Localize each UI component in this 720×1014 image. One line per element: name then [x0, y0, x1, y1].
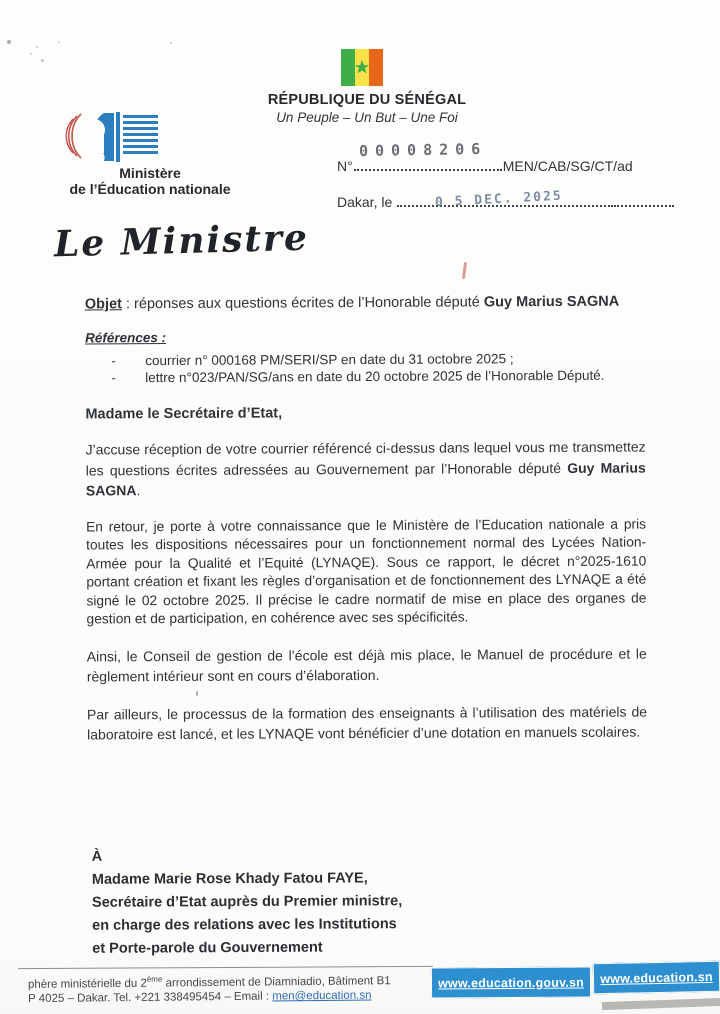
sender-title-script: Le Ministre [53, 216, 310, 266]
addressee-title-1: Secrétaire d’Etat auprès du Premier ministre, [91, 893, 403, 911]
footer-ordinal-sup: ème [146, 974, 163, 984]
website-banner-gouv [431, 966, 591, 998]
scan-speck [30, 53, 32, 55]
addressee-block [92, 844, 403, 961]
dotted-leader [354, 160, 502, 171]
date-stamp: 0 5 DEC. 2025 [434, 188, 564, 211]
reference-suffix: MEN/CAB/SG/CT/ad [502, 158, 633, 174]
website-banner [593, 961, 720, 995]
footer-address-line2 [28, 988, 428, 1007]
email-link[interactable]: men@education.sn [272, 989, 372, 1003]
dotted-leader [614, 196, 674, 207]
scan-speck [41, 59, 44, 62]
website-link-gouv[interactable]: www.education.gouv.sn [438, 974, 584, 991]
ministry-name-line1: Ministère [119, 165, 181, 181]
scan-shadow [602, 998, 720, 1010]
date-line [337, 188, 667, 211]
paragraph-1-deputy-name: Guy Marius SAGNA [85, 459, 646, 499]
subject-text: réponses aux questions écrites de l’Honorable député [133, 294, 484, 313]
ministry-name [38, 166, 262, 197]
registration-number-stamp: 00008206 [358, 139, 488, 161]
scan-speck [58, 41, 60, 43]
footer-address-line1-end: arrondissement de Diamniadio, Bâtiment B1 [162, 975, 391, 990]
paragraph-1-text: J’accuse réception de votre courrier référencé ci-dessus dans lequel vous me transmettez les questions écrites adressées au Gouvernement par l’Honorable député [85, 438, 646, 478]
reference-item: - lettre n°023/PAN/SG/ans en date du 20 octobre 2025 de l’Honorable Député. [85, 367, 645, 386]
subject-label: Objet [84, 296, 122, 313]
reference-item: - courrier n° 000168 PM/SERI/SP en date du 31 octobre 2025 ; [85, 351, 645, 370]
addressee-title-3: et Porte-parole du Gouvernement [92, 939, 323, 957]
subject-deputy-name: Guy Marius SAGNA [483, 293, 620, 311]
website-link[interactable]: www.education.sn [600, 969, 713, 986]
ministry-name-line2: de l’Éducation nationale [69, 180, 231, 197]
republic-title: RÉPUBLIQUE DU SÉNÉGAL [267, 92, 467, 108]
paragraph-3: Ainsi, le Conseil de gestion de l’école est déjà mis place, le Manuel de procédure et le règlement intérieur sont en cours d’élaboration. [86, 645, 647, 685]
ministry-logo-icon [60, 109, 162, 165]
subject-colon: : [121, 296, 135, 313]
paragraph-2: En retour, je porte à votre connaissance que le Ministère de l’Education nationale a pris toutes les dispositions nécessaires pour un fonctionnement normal des Lycées Nation-Armée pour la Qualité et l’Equité (LYNAQE). Sous ce rapport, le décret n°2025-1610 portant création et fixant les règles d’organisation et de fonctionnement des LYNAQE a été signé le 02 octobre 2025. Il précise le cadre normatif de mise en place des organes de gestion et de participation, en cohérence avec ses spécificités. [86, 516, 647, 627]
republic-header [241, 92, 493, 125]
reference-number-line [337, 139, 677, 174]
footer-address-line1-start: phère ministérielle du 2 [27, 977, 147, 991]
date-prefix: Dakar, le [337, 194, 393, 210]
national-motto: Un Peuple – Un But – Une Foi [276, 110, 458, 125]
addressee-to: À [91, 848, 103, 865]
scan-speck [170, 42, 172, 44]
paragraph-1-period: . [136, 482, 141, 499]
addressee-title-2: en charge des relations avec les Institutions [92, 916, 397, 934]
letter-body [85, 291, 647, 745]
footer-divider [18, 966, 433, 969]
salutation: Madame le Secrétaire d’Etat, [85, 405, 283, 423]
scan-speck [7, 40, 11, 44]
reference-prefix: N° [337, 158, 353, 174]
references-label: Références : [85, 330, 167, 346]
red-pen-mark [462, 262, 467, 279]
scan-speck [36, 46, 38, 48]
footer-address [28, 970, 428, 1007]
paragraph-1 [86, 437, 646, 501]
paragraph-4: Par ailleurs, le processus de la formation des enseignants à l’utilisation des matériels de laboratoire est lancé, et les LYNAQE vont bénéficier d’une dotation en manuels scolaires. [86, 703, 648, 743]
subject-line [85, 291, 645, 316]
senegal-flag-icon [341, 49, 383, 86]
references-list [85, 351, 645, 387]
addressee-name: Madame Marie Rose Khady Fatou FAYE, [91, 870, 368, 888]
footer-contact-text: P 4025 – Dakar. Tel. +221 338495454 – Email : [28, 990, 273, 1006]
